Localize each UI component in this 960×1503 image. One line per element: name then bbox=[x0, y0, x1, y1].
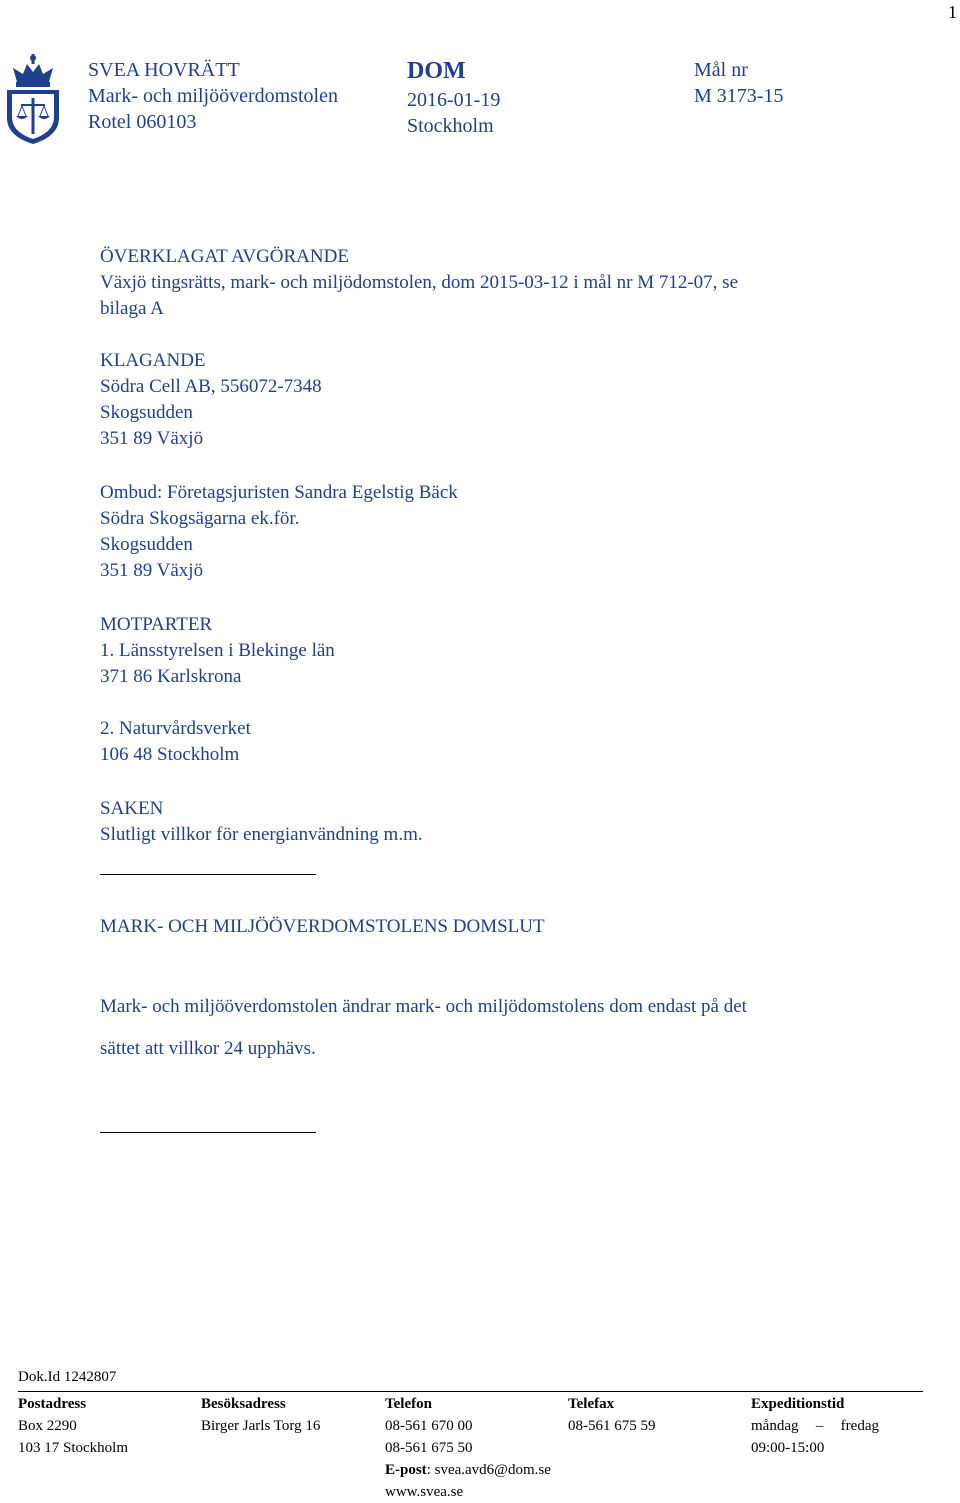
footer-postal bbox=[18, 1393, 128, 1459]
ruling-heading: MARK- OCH MILJÖÖVERDOMSTOLENS DOMSLUT bbox=[100, 916, 545, 937]
hours-to: fredag bbox=[840, 1418, 879, 1434]
court-division: Mark- och miljööverdomstolen bbox=[88, 85, 338, 107]
footer-label: Besöksadress bbox=[201, 1396, 286, 1412]
footer-website-link[interactable]: www.svea.se bbox=[385, 1484, 464, 1500]
document-type: DOM bbox=[407, 58, 466, 84]
footer-value: 08-561 670 00 bbox=[385, 1418, 473, 1434]
respondent-line: 106 48 Stockholm bbox=[100, 744, 240, 765]
respondent-line: 1. Länsstyrelsen i Blekinge län bbox=[100, 640, 335, 661]
footer-value: Box 2290 bbox=[18, 1418, 77, 1434]
counsel-line: Södra Skogsägarna ek.för. bbox=[100, 508, 300, 529]
footer-value: Birger Jarls Torg 16 bbox=[201, 1418, 321, 1434]
document-id: Dok.Id 1242807 bbox=[18, 1369, 117, 1385]
counsel-line: Skogsudden bbox=[100, 534, 193, 555]
ruling-text: sättet att villkor 24 upphävs. bbox=[100, 1038, 316, 1059]
ruling-text: Mark- och miljööverdomstolen ändrar mark- och miljödomstolens dom endast på det bbox=[100, 996, 747, 1017]
court-crest-logo bbox=[3, 52, 63, 146]
appellant-line: 351 89 Växjö bbox=[100, 428, 204, 449]
footer-value: 09:00-15:00 bbox=[751, 1440, 825, 1456]
hours-dash: – bbox=[815, 1418, 824, 1434]
counsel-line: 351 89 Växjö bbox=[100, 560, 204, 581]
matter-text: Slutligt villkor för energianvändning m.m. bbox=[100, 824, 423, 845]
footer-value: 103 17 Stockholm bbox=[18, 1440, 129, 1456]
hours-from: måndag bbox=[751, 1418, 799, 1434]
footer-label: Expeditionstid bbox=[751, 1396, 845, 1412]
counsel-line: Ombud: Företagsjuristen Sandra Egelstig Bäck bbox=[100, 482, 458, 503]
footer-visiting bbox=[201, 1393, 320, 1437]
footer-label: Postadress bbox=[18, 1396, 87, 1412]
matter-heading: SAKEN bbox=[100, 798, 164, 819]
footer-label: E-post bbox=[385, 1462, 427, 1478]
appellant-heading: KLAGANDE bbox=[100, 350, 206, 371]
footer-rule bbox=[18, 1391, 923, 1392]
footer-email[interactable] bbox=[385, 1459, 551, 1481]
footer-label: Telefon bbox=[385, 1396, 432, 1412]
separator-line bbox=[100, 874, 316, 875]
page-number: 1 bbox=[948, 2, 957, 22]
footer-label: Telefax bbox=[568, 1396, 615, 1412]
appealed-line: Växjö tingsrätts, mark- och miljödomstolen, dom 2015-03-12 i mål nr M 712-07, se bbox=[100, 272, 739, 293]
footer-hours bbox=[751, 1393, 879, 1459]
footer-value: 08-561 675 50 bbox=[385, 1440, 473, 1456]
footer-value: : svea.avd6@dom.se bbox=[426, 1462, 551, 1478]
separator-line bbox=[100, 1132, 316, 1133]
appealed-line: bilaga A bbox=[100, 298, 164, 319]
respondent-line: 371 86 Karlskrona bbox=[100, 666, 242, 687]
rotel: Rotel 060103 bbox=[88, 111, 197, 133]
footer-value bbox=[751, 1415, 879, 1437]
respondents-heading: MOTPARTER bbox=[100, 614, 213, 635]
respondent-line: 2. Naturvårdsverket bbox=[100, 718, 251, 739]
document-date: 2016-01-19 bbox=[407, 89, 501, 111]
document-city: Stockholm bbox=[407, 115, 494, 137]
footer-phone bbox=[385, 1393, 551, 1503]
court-name: SVEA HOVRÄTT bbox=[88, 59, 240, 81]
footer-fax bbox=[568, 1393, 656, 1437]
case-number-label: Mål nr bbox=[694, 59, 748, 81]
appealed-heading: ÖVERKLAGAT AVGÖRANDE bbox=[100, 246, 349, 267]
footer-value: 08-561 675 59 bbox=[568, 1418, 656, 1434]
appellant-line: Skogsudden bbox=[100, 402, 193, 423]
appellant-line: Södra Cell AB, 556072-7348 bbox=[100, 376, 322, 397]
case-number: M 3173-15 bbox=[694, 85, 784, 107]
